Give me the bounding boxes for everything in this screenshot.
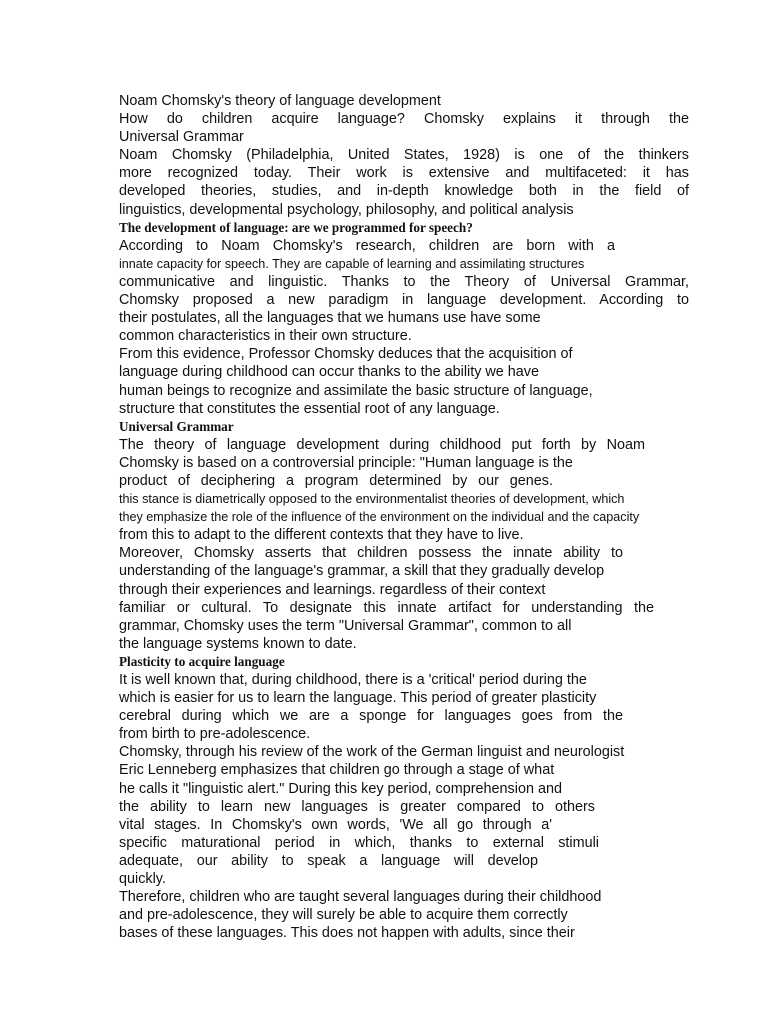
- paragraph-line: product of deciphering a program determined by our genes.: [119, 472, 553, 489]
- paragraph-line: more recognized today. Their work is extensive and multifaceted: it has: [119, 165, 689, 182]
- document-body: [119, 92, 689, 942]
- paragraph-line: Chomsky proposed a new paradigm in language development. According to: [119, 292, 689, 309]
- section-heading: Universal Grammar: [119, 418, 234, 434]
- document-title: Noam Chomsky's theory of language development: [119, 93, 441, 109]
- paragraph-line: Noam Chomsky (Philadelphia, United States, 1928) is one of the thinkers: [119, 147, 689, 164]
- paragraph-line: adequate, our ability to speak a language will develop: [119, 852, 538, 869]
- paragraph-line: According to Noam Chomsky's research, children are born with a: [119, 237, 615, 254]
- paragraph-line: from this to adapt to the different contexts that they have to live.: [119, 527, 524, 544]
- paragraph-line: vital stages. In Chomsky's own words, 'We all go through a': [119, 816, 552, 833]
- paragraph-line: familiar or cultural. To designate this innate artifact for understanding the: [119, 599, 654, 616]
- section-heading: Plasticity to acquire language: [119, 653, 285, 669]
- paragraph-line: from birth to pre-adolescence.: [119, 726, 311, 743]
- paragraph-line: their postulates, all the languages that we humans use have some: [119, 310, 541, 327]
- paragraph-line: From this evidence, Professor Chomsky deduces that the acquisition of: [119, 346, 573, 363]
- paragraph-line: he calls it "linguistic alert." During this key period, comprehension and: [119, 780, 562, 797]
- paragraph-line: and pre-adolescence, they will surely be able to acquire them correctly: [119, 907, 568, 924]
- paragraph-line: developed theories, studies, and in-depth knowledge both in the field of: [119, 183, 689, 200]
- paragraph-line: linguistics, developmental psychology, philosophy, and political analysis: [119, 201, 574, 218]
- paragraph-line: this stance is diametrically opposed to the environmentalist theories of development, which: [119, 492, 625, 507]
- paragraph-line: through their experiences and learnings. regardless of their context: [119, 581, 546, 598]
- paragraph-line: The theory of language development during childhood put forth by Noam: [119, 436, 645, 453]
- paragraph-line: communicative and linguistic. Thanks to the Theory of Universal Grammar,: [119, 273, 689, 290]
- section-heading: The development of language: are we programmed for speech?: [119, 219, 473, 235]
- paragraph-line: Therefore, children who are taught several languages during their childhood: [119, 889, 602, 906]
- paragraph-line: Chomsky is based on a controversial principle: "Human language is the: [119, 454, 573, 471]
- paragraph-line: grammar, Chomsky uses the term "Universal Grammar", common to all: [119, 617, 572, 634]
- paragraph-line: the language systems known to date.: [119, 635, 357, 652]
- paragraph-line: cerebral during which we are a sponge for languages goes from the: [119, 708, 623, 725]
- paragraph-line: understanding of the language's grammar, a skill that they gradually develop: [119, 563, 605, 580]
- paragraph-line: specific maturational period in which, thanks to external stimuli: [119, 834, 599, 851]
- paragraph-line: Eric Lenneberg emphasizes that children go through a stage of what: [119, 762, 555, 779]
- paragraph-line: Moreover, Chomsky asserts that children possess the innate ability to: [119, 545, 623, 562]
- subtitle-line: Universal Grammar: [119, 129, 244, 146]
- paragraph-line: structure that constitutes the essential root of any language.: [119, 400, 500, 417]
- paragraph-line: they emphasize the role of the influence of the environment on the individual and the capacity: [119, 510, 640, 525]
- paragraph-line: Chomsky, through his review of the work of the German linguist and neurologist: [119, 744, 625, 761]
- paragraph-line: human beings to recognize and assimilate the basic structure of language,: [119, 382, 593, 399]
- paragraph-line: which is easier for us to learn the language. This period of greater plasticity: [119, 690, 597, 707]
- paragraph-line: innate capacity for speech. They are capable of learning and assimilating structures: [119, 256, 585, 271]
- paragraph-line: It is well known that, during childhood, there is a 'critical' period during the: [119, 672, 587, 688]
- subtitle-line: How do children acquire language? Chomsky explains it through the: [119, 111, 689, 128]
- paragraph-line: language during childhood can occur thanks to the ability we have: [119, 364, 540, 381]
- paragraph-line: common characteristics in their own structure.: [119, 328, 412, 345]
- paragraph-line: the ability to learn new languages is greater compared to others: [119, 798, 595, 815]
- paragraph-line: bases of these languages. This does not happen with adults, since their: [119, 925, 575, 942]
- paragraph-line: quickly.: [119, 871, 166, 888]
